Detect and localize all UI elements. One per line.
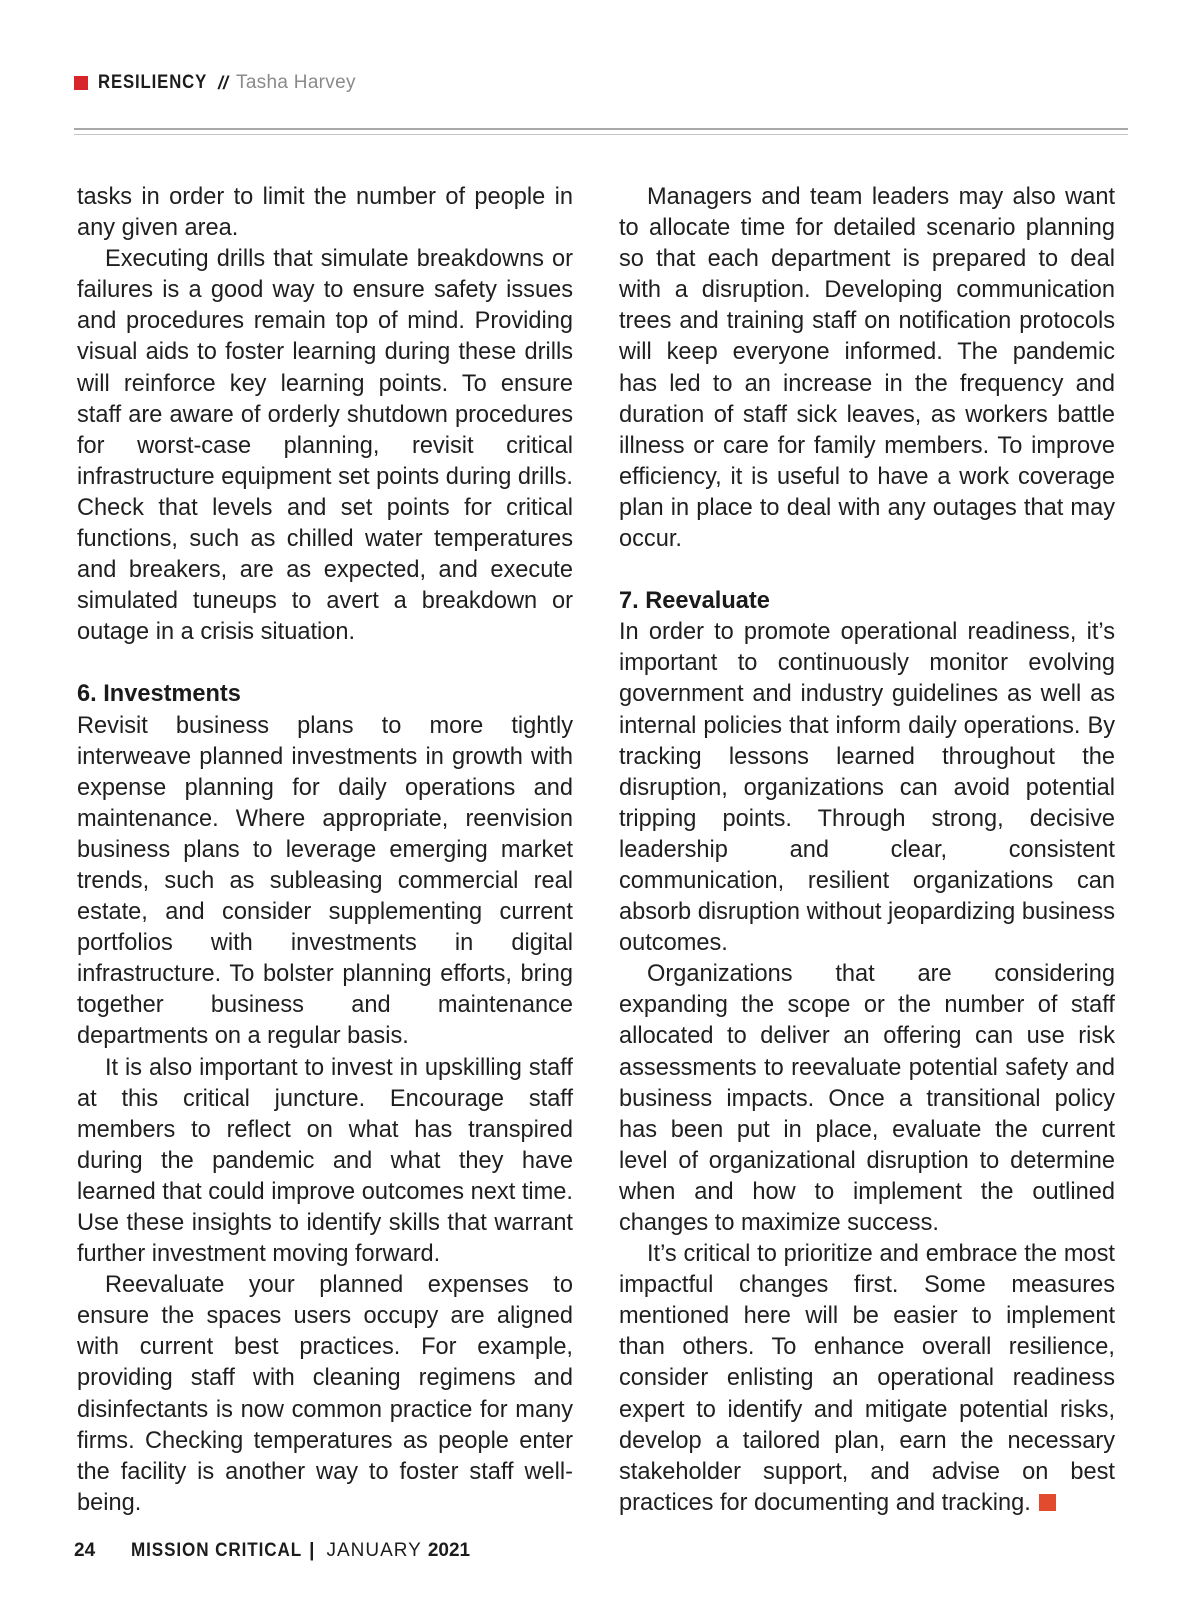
paragraph-text: It’s critical to prioritize and embrace the most impactful changes first. Some measures mentioned here will be easier to implement than others. To enhance overall resilience, consider enlisting an operational readiness expert to identify and mitigate potential risks, develop a tailored plan, earn the necessary stakeholder support, and advise on best practices for documenting and tracking. [619,1241,1115,1516]
paragraph: Managers and team leaders may also want to allocate time for detailed scenario planning so that each department is prepared to deal with a disruption. Developing communication trees and training staff on notification protocols will keep everyone informed. The pandemic has led to an increase in the frequency and duration of staff sick leaves, as workers battle illness or care for family members. To improve efficiency, it is useful to have a work coverage plan in place to deal with any outages that may occur. [619,184,1115,553]
paragraph: Executing drills that simulate breakdowns or failures is a good way to ensure safety issues and procedures remain top of mind. Providing visual aids to foster learning during these drills will reinforce key learning points. To ensure staff are aware of orderly shutdown procedures for worst-case planning, revisit critical infrastructure equipment set points during drills. Check that levels and set points for critical functions, such as chilled water temperatures and breakers, are as expected, and execute simulated tuneups to avert a breakdown or outage in a crisis situation. [77,246,573,646]
section-heading-investments: 6. Investments [77,681,241,708]
section-heading-reevaluate: 7. Reevaluate [619,588,770,615]
paragraph: Reevaluate your planned expenses to ensure the spaces users occupy are aligned with current best practices. For example, providing staff with cleaning regimens and disinfectants is now common practice for many firms. Checking temperatures as people enter the facility is another way to foster staff well-being. [77,1272,573,1516]
header-rule-thin [74,134,1128,135]
section-label: RESILIENCY [98,72,208,93]
paragraph: tasks in order to limit the number of people in any given area. [77,184,573,242]
section-marker-icon [74,76,88,90]
magazine-name: MISSION CRITICAL [131,1540,303,1561]
paragraph: Organizations that are considering expanding the scope or the number of staff allocated to deliver an offering can use risk assessments to reevaluate potential safety and business impacts. Once a transitional policy has been put in place, evaluate the current level of organizational disruption to determine when and how to implement the outlined changes to maximize success. [619,961,1115,1236]
header-separator: // [218,72,229,93]
issue-year: 2021 [427,1540,471,1561]
page-number: 24 [74,1540,96,1561]
issue-month: JANUARY [326,1540,422,1561]
left-column [77,182,573,1519]
header-rule [74,128,1128,130]
paragraph: It is also important to invest in upskilling staff at this critical juncture. Encourage staff members to reflect on what has transpired during the pandemic and what they have learned that could improve outcomes next time. Use these insights to identify skills that warrant further investment moving forward. [77,1054,573,1268]
right-column [619,182,1115,1519]
running-header [74,72,356,94]
page-footer [74,1540,470,1562]
author-name: Tasha Harvey [236,72,356,93]
paragraph-final [619,1239,1115,1519]
paragraph: In order to promote operational readiness, it’s important to continuously monitor evolving government and industry guidelines as well as internal policies that inform daily operations. By tracking lessons learned throughout the disruption, organizations can avoid potential tripping points. Through strong, decisive leadership and clear, consistent communication, resilient organizations can absorb disruption without jeopardizing business outcomes. [619,619,1115,957]
footer-divider: | [309,1540,315,1561]
end-mark-icon [1039,1494,1056,1511]
paragraph: Revisit business plans to more tightly interweave planned investments in growth with expense planning for daily operations and maintenance. Where appropriate, reenvision business plans to leverage emerging market trends, such as subleasing commercial real estate, and consider supplementing current portfolios with investments in digital infrastructure. To bolster planning efforts, bring together business and maintenance departments on a regular basis. [77,712,573,1050]
